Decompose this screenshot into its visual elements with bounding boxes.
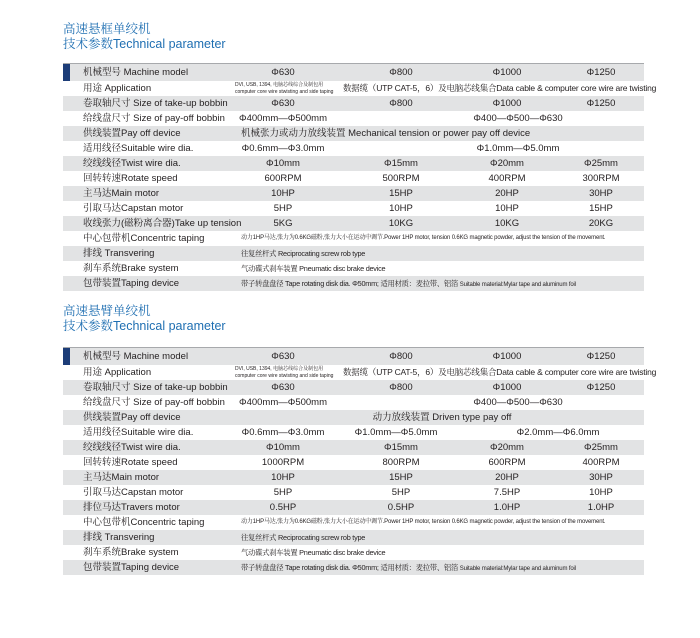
table2-row-travers-motor — [63, 500, 644, 515]
row-label: 收线张力(磁粉离合器)Take up tension — [83, 218, 242, 229]
cell: Φ630 — [271, 351, 295, 362]
table1-header-row — [63, 63, 644, 81]
table2-row-brake-system — [63, 545, 644, 560]
cell: 往复丝杆式 Reciprocating screw rob type — [241, 533, 366, 542]
row-label: 机械型号 Machine model — [83, 67, 189, 78]
cell: Φ800 — [389, 98, 413, 109]
cell: 400RPM — [582, 457, 620, 468]
application-text: 数据缆（UTP CAT-5，6）及电脑芯线集合Data cable & computer core wire are twisting — [343, 83, 657, 93]
cell: Φ630 — [271, 382, 295, 393]
cell: 15HP — [389, 188, 413, 199]
cell: 10HP — [389, 203, 413, 214]
cell: Φ1000 — [492, 382, 522, 393]
table1-row-concentric-taping — [63, 231, 644, 246]
row-label: 卷取轴尺寸 Size of take-up bobbin — [83, 382, 228, 393]
cell: 动力1HP马达,张力为0.6KG磁粉,张力大小在运动中调节.Power 1HP motor, tension 0.6KG magnetic powder, adjust the tension of the movement. — [241, 519, 606, 525]
row-label: 给线盘尺寸 Size of pay-off bobbin — [83, 113, 225, 124]
cell: Φ1250 — [586, 382, 616, 393]
row-label: 排线 Transvering — [83, 248, 155, 259]
cell: Φ800 — [389, 382, 413, 393]
row-label: 回转转速Rotate speed — [83, 173, 178, 184]
header-bar — [63, 64, 70, 81]
cell: 20HP — [495, 188, 519, 199]
application-text: 数据缆（UTP CAT-5，6）及电脑芯线集合Data cable & computer core wire are twisting — [343, 367, 657, 377]
cell: Φ630 — [271, 98, 295, 109]
cell: 动力1HP马达,张力为0.6KG磁粉,张力大小在运动中调节.Power 1HP motor, tension 0.6KG magnetic powder, adjust the tension of the movement. — [241, 235, 606, 241]
cell: 15HP — [389, 472, 413, 483]
cell: Φ25mm — [584, 158, 618, 169]
row-label: 中心包带机Concentric taping — [83, 233, 205, 244]
cell: 30HP — [589, 188, 613, 199]
cell: 500RPM — [382, 173, 420, 184]
table2-row-capstan-motor — [63, 485, 644, 500]
table1-row-payoff-bobbin — [63, 111, 644, 126]
taping-main-text: 带子转盘盘径 Tape rotating disk dia. Φ50mm; 适用材质：麦拉带、铝箔 — [241, 563, 458, 572]
cell: 0.5HP — [269, 502, 297, 513]
row-label: 排位马达Travers motor — [83, 502, 180, 513]
table1-row-transvering — [63, 246, 644, 261]
cell: Φ400mm—Φ500mm — [238, 397, 327, 408]
row-label: 适用线径Suitable wire dia. — [83, 143, 194, 154]
cell: 气动碟式刹车装置 Pneumatic disc brake device — [241, 548, 386, 557]
table1-row-application — [63, 81, 657, 96]
cell: 7.5HP — [493, 487, 521, 498]
table2-row-main-motor — [63, 470, 644, 485]
row-label: 用途 Application — [83, 367, 152, 378]
row-label: 引取马达Capstan motor — [83, 203, 184, 214]
cell: Φ10mm — [266, 158, 300, 169]
row-label: 供线装置Pay off device — [83, 412, 181, 423]
cell: 1.0HP — [493, 502, 521, 513]
cell: 5HP — [391, 487, 411, 498]
cell: 10KG — [388, 218, 414, 229]
cell: Φ400—Φ500—Φ630 — [473, 397, 563, 408]
cell: 10HP — [495, 203, 519, 214]
cell: 30HP — [589, 472, 613, 483]
cell: Φ1250 — [586, 351, 616, 362]
cell: Φ800 — [389, 67, 413, 78]
table1-row-taping-device — [63, 276, 644, 291]
table1-row-wire-dia — [63, 141, 644, 156]
table2-title-en: 技术参数Technical parameter — [63, 319, 226, 333]
row-label: 供线装置Pay off device — [83, 128, 181, 139]
row-label: 包带装置Taping device — [83, 278, 180, 289]
table2-row-takeup-bobbin — [63, 380, 644, 395]
cell: 5HP — [273, 203, 293, 214]
table1-row-capstan-motor — [63, 201, 644, 216]
table1-row-main-motor — [63, 186, 644, 201]
cell: 10HP — [271, 188, 295, 199]
cell: Φ15mm — [384, 158, 418, 169]
cell: 往复丝杆式 Reciprocating screw rob type — [241, 249, 366, 258]
cell: Φ1.0mm—Φ5.0mm — [476, 143, 560, 154]
table2-row-rotate-speed — [63, 455, 644, 470]
row-label: 主马达Main motor — [83, 472, 160, 483]
cell: Φ15mm — [384, 442, 418, 453]
table2-row-wire-dia — [63, 425, 644, 440]
cell: 10KG — [494, 218, 520, 229]
application-note: DVI, USB, 1394, 电脑芯线综合及制包用 computer core wire stwisting and side taping — [235, 82, 334, 95]
cell: Φ20mm — [490, 158, 524, 169]
row-label: 包带装置Taping device — [83, 562, 180, 573]
cell: Φ630 — [271, 67, 295, 78]
cell: 动力放线装置 Driven type pay off — [372, 412, 512, 423]
row-label: 主马达Main motor — [83, 188, 160, 199]
row-label: 绞线线径Twist wire dia. — [83, 442, 181, 453]
cell: Φ1000 — [492, 98, 522, 109]
cell: 气动碟式刹车装置 Pneumatic disc brake device — [241, 264, 386, 273]
cell: Φ1.0mm—Φ5.0mm — [354, 427, 438, 438]
row-label: 刹车系统Brake system — [83, 547, 179, 558]
cell: Φ400mm—Φ500mm — [238, 113, 327, 124]
row-label: 绞线线径Twist wire dia. — [83, 158, 181, 169]
cell: 15HP — [589, 203, 613, 214]
cell: 5HP — [273, 487, 293, 498]
table2-row-payoff-bobbin — [63, 395, 644, 410]
cell: 20KG — [588, 218, 614, 229]
taping-main-text: 带子转盘盘径 Tape rotating disk dia. Φ50mm; 适用材质：麦拉带、铝箔 — [241, 279, 458, 288]
cell: Φ1000 — [492, 67, 522, 78]
row-label: 用途 Application — [83, 83, 152, 94]
cell: Φ2.0mm—Φ6.0mm — [516, 427, 600, 438]
cell: Φ25mm — [584, 442, 618, 453]
row-label: 回转转速Rotate speed — [83, 457, 178, 468]
table1-row-takeup-bobbin — [63, 96, 644, 111]
cell: Φ1250 — [586, 98, 616, 109]
table1-row-twist-dia — [63, 156, 644, 171]
cell: Φ0.6mm—Φ3.0mm — [241, 427, 325, 438]
cell: 0.5HP — [387, 502, 415, 513]
row-label: 引取马达Capstan motor — [83, 487, 184, 498]
application-note: DVI, USB, 1394, 电脑芯线综合及制包用 computer core wire stwisting and side taping — [235, 366, 334, 379]
row-label: 给线盘尺寸 Size of pay-off bobbin — [83, 397, 225, 408]
row-label: 排线 Transvering — [83, 532, 155, 543]
cell: 1.0HP — [587, 502, 615, 513]
table2-row-twist-dia — [63, 440, 644, 455]
taping-small-text: Suitable material:Mylar tape and aluminum foil — [459, 282, 576, 288]
cell: 800RPM — [382, 457, 420, 468]
cell — [241, 276, 576, 293]
cell: Φ10mm — [266, 442, 300, 453]
table1-row-brake-system — [63, 261, 644, 276]
table1 — [63, 63, 657, 291]
table2-title-cn: 高速悬臂单绞机 — [63, 304, 151, 318]
cell: 10HP — [589, 487, 613, 498]
table1-row-payoff-device — [63, 126, 644, 141]
cell: 5KG — [273, 218, 293, 229]
cell: 600RPM — [488, 457, 526, 468]
cell: 10HP — [271, 472, 295, 483]
cell: Φ1000 — [492, 351, 522, 362]
table2 — [63, 347, 657, 575]
table2-row-application — [63, 365, 657, 380]
cell: 机械张力或动力放线装置 Mechanical tension or power pay off device — [241, 128, 531, 139]
row-label: 刹车系统Brake system — [83, 263, 179, 274]
row-label: 中心包带机Concentric taping — [83, 517, 205, 528]
cell: 20HP — [495, 472, 519, 483]
cell: Φ1250 — [586, 67, 616, 78]
cell: 400RPM — [488, 173, 526, 184]
row-label: 机械型号 Machine model — [83, 351, 189, 362]
table1-row-takeup-tension — [63, 216, 644, 231]
table2-row-taping-device — [63, 560, 644, 575]
cell: 1000RPM — [261, 457, 305, 468]
table2-row-transvering — [63, 530, 644, 545]
cell: 300RPM — [582, 173, 620, 184]
header-bar — [63, 348, 70, 365]
table1-row-rotate-speed — [63, 171, 644, 186]
cell: 600RPM — [264, 173, 302, 184]
table1-title-cn: 高速悬框单绞机 — [63, 22, 151, 36]
table2-row-payoff-device — [63, 410, 644, 425]
cell: Φ20mm — [490, 442, 524, 453]
taping-small-text: Suitable material:Mylar tape and aluminum foil — [459, 566, 576, 572]
row-label: 适用线径Suitable wire dia. — [83, 427, 194, 438]
table2-header-row — [63, 347, 644, 365]
cell — [241, 560, 576, 577]
cell: Φ800 — [389, 351, 413, 362]
cell: Φ0.6mm—Φ3.0mm — [241, 143, 325, 154]
cell: Φ400—Φ500—Φ630 — [473, 113, 563, 124]
table2-row-concentric-taping — [63, 515, 644, 530]
table1-title-en: 技术参数Technical parameter — [63, 37, 226, 51]
row-label: 卷取轴尺寸 Size of take-up bobbin — [83, 98, 228, 109]
